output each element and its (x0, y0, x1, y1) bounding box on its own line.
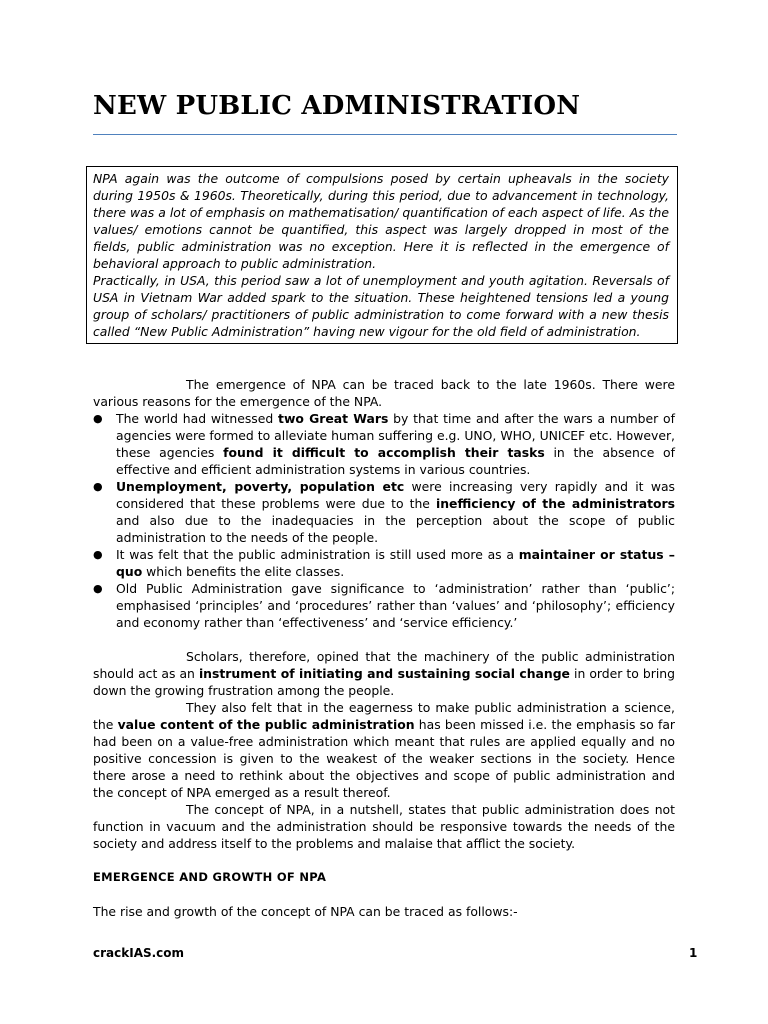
bullet-icon: ● (93, 480, 103, 493)
list-item (93, 580, 675, 631)
text: Old Public Administration gave significance to ‘administration’ rather than ‘public’; emphasised ‘principles’ and ‘procedures’ rather than ‘values’ and ‘philosophy’; efficiency and economy rather than ‘effectiveness’ and ‘service efficiency.’ (116, 581, 675, 630)
page-number: 1 (689, 946, 698, 960)
text: which benefits the elite classes. (142, 564, 345, 579)
intro-paragraph-1: NPA again was the outcome of compulsions posed by certain upheavals in the society during 1950s & 1960s. Theoretically, during this period, due to advancement in technology, there was a lot of emphasis on mathematisation/ quantification of each aspect of life. As the values/ emotions cannot be quantified, this aspect was largely dropped in most of the fields, public administration was no exception. Here it is reflected in the emergence of behavioral approach to public administration. (93, 171, 669, 271)
spacer (93, 886, 675, 903)
bold-text: found it difficult to accomplish their tasks (223, 445, 545, 460)
text: Scholars, therefore, opined that the machinery of the public administration should act as an (93, 649, 675, 681)
text: and also due to the inadequacies in the perception about the scope of public administration to the needs of the people. (116, 513, 675, 545)
text: in order to bring down the growing frustration among the people. (93, 666, 675, 698)
text: by that time and after the wars a number of agencies were formed to alleviate human suffering e.g. UNO, WHO, UNICEF etc. However, these agencies (116, 411, 675, 460)
bullet-icon: ● (93, 548, 103, 561)
section-intro: The rise and growth of the concept of NPA can be traced as follows:- (93, 904, 518, 919)
text: The world had witnessed (116, 411, 279, 426)
list-item (93, 478, 675, 546)
bullet-icon: ● (93, 412, 103, 425)
bold-text: value content of the public administration (117, 717, 415, 732)
list-item (93, 410, 675, 478)
list-item (93, 546, 675, 580)
text: has been missed i.e. the emphasis so far had been on a value-free administration which meant that rules are applied equally and no positive concession is given to the weakest of the weaker sections in the society. Hence there arose a need to rethink about the objectives and scope of public administration and the concept of NPA emerged as a result thereof. (93, 717, 676, 800)
spacer (93, 852, 675, 869)
value-paragraph (93, 699, 675, 801)
scholars-paragraph (93, 648, 675, 699)
intro-paragraph-2: Practically, in USA, this period saw a lot of unemployment and youth agitation. Reversals of USA in Vietnam War added spark to the situation. These heightened tensions led a young group of scholars/ practitioners of public administration to come forward with a new thesis called “New Public Administration” having new vigour for the old field of administration. (93, 273, 669, 339)
text: They also felt that in the eagerness to make public administration a science, the (93, 700, 675, 732)
bold-text: instrument of initiating and sustaining social change (198, 666, 570, 681)
spacer (93, 631, 675, 648)
bullet-icon: ● (93, 582, 103, 595)
main-body (93, 376, 675, 920)
intro-box (86, 166, 678, 344)
section-heading: EMERGENCE AND GROWTH OF NPA (93, 870, 327, 884)
concept-paragraph: The concept of NPA, in a nutshell, states that public administration does not function in vacuum and the administration should be responsive towards the needs of the society and address itself to the problems and malaise that afflict the society. (93, 802, 675, 851)
bold-text: two Great Wars (278, 411, 389, 426)
text: were increasing very rapidly and it was considered that these problems were due to the (116, 479, 675, 511)
emergence-intro: The emergence of NPA can be traced back to the late 1960s. There were various reasons for the emergence of the NPA. (93, 377, 675, 409)
bold-text: Unemployment, poverty, population etc (116, 479, 405, 494)
text: It was felt that the public administration is still used more as a (116, 547, 519, 562)
text: in the absence of effective and efficient administration systems in various countries. (116, 445, 675, 477)
page-title: NEW PUBLIC ADMINISTRATION (93, 91, 581, 121)
reasons-list (93, 410, 675, 631)
title-divider (93, 134, 677, 135)
bold-text: inefficiency of the administrators (435, 496, 675, 511)
footer-site: crackIAS.com (93, 946, 185, 960)
bold-text: maintainer or status – quo (116, 547, 675, 579)
